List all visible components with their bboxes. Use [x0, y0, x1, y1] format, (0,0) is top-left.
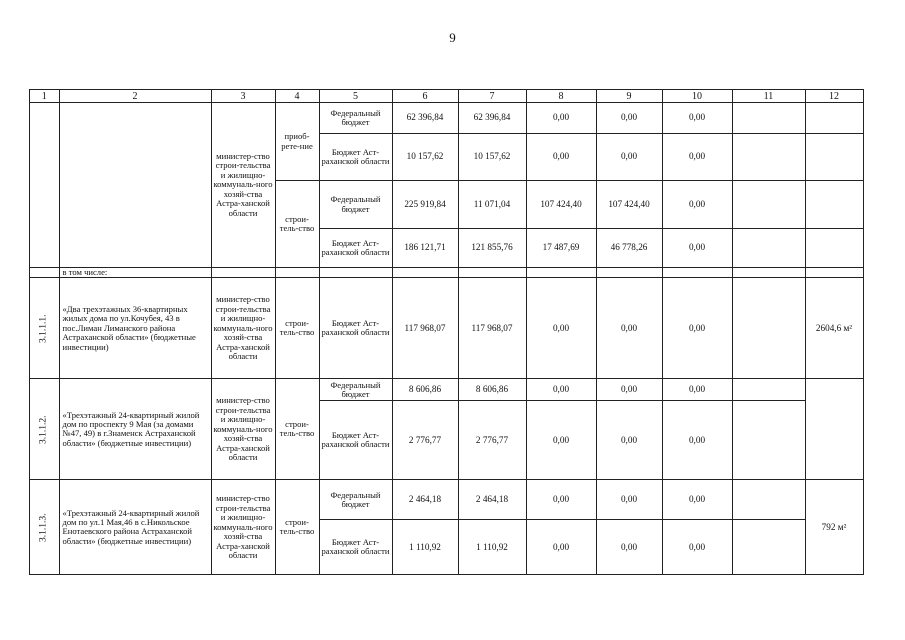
value-cell: 0,00 — [596, 401, 662, 480]
value-cell: 186 121,71 — [392, 229, 458, 268]
value-cell: 121 855,76 — [458, 229, 526, 268]
value-cell: 8 606,86 — [458, 379, 526, 401]
empty-cell — [805, 229, 863, 268]
value-cell: 107 424,40 — [596, 181, 662, 229]
empty-cell — [319, 268, 392, 278]
empty-cell — [805, 268, 863, 278]
empty-cell — [526, 268, 596, 278]
header-cell: 12 — [805, 90, 863, 103]
empty-cell — [30, 268, 60, 278]
table-row — [30, 268, 864, 278]
budget-source: Федеральный бюджет — [319, 181, 392, 229]
org-cell: министер-ство строи-тельства и жилищно-коммуналь-ного хозяй-ства Астра-ханской области — [211, 480, 275, 575]
value-cell: 0,00 — [526, 103, 596, 134]
value-cell: 0,00 — [596, 103, 662, 134]
project-name: «Трехэтажный 24-квартирный жилой дом по ул.1 Мая,46 в с.Никольское Енотаевского района Астраханской области» (бюджетные инвестиции) — [59, 480, 211, 575]
table-row — [30, 103, 864, 134]
empty-cell — [732, 134, 805, 181]
header-cell: 6 — [392, 90, 458, 103]
header-cell: 10 — [662, 90, 732, 103]
project-name: «Трехэтажный 24-квартирный жилой дом по проспекту 9 Мая (за домами №47, 49) в г.Знаменск Астраханской области» (бюджетные инвестиции) — [59, 379, 211, 480]
value-cell: 1 110,92 — [458, 520, 526, 575]
value-cell: 0,00 — [526, 480, 596, 520]
value-cell: 0,00 — [596, 379, 662, 401]
project-code: 3.1.1.1. — [30, 278, 60, 379]
empty-cell — [458, 268, 526, 278]
project-code: 3.1.1.2. — [30, 379, 60, 480]
empty-cell — [732, 181, 805, 229]
project-code: 3.1.1.3. — [30, 480, 60, 575]
empty-cell — [732, 278, 805, 379]
value-cell: 0,00 — [662, 278, 732, 379]
budget-source: Федеральный бюджет — [319, 103, 392, 134]
empty-cell — [392, 268, 458, 278]
budget-source: Бюджет Аст-раханской области — [319, 134, 392, 181]
value-cell: 0,00 — [526, 379, 596, 401]
budget-source: Бюджет Аст-раханской области — [319, 520, 392, 575]
empty-cell — [275, 268, 319, 278]
header-cell: 1 — [30, 90, 60, 103]
value-cell: 0,00 — [662, 520, 732, 575]
header-cell: 4 — [275, 90, 319, 103]
value-cell: 107 424,40 — [526, 181, 596, 229]
header-cell: 9 — [596, 90, 662, 103]
value-cell: 225 919,84 — [392, 181, 458, 229]
value-cell: 0,00 — [596, 278, 662, 379]
stage-cell: строи-тель-ство — [275, 278, 319, 379]
value-cell: 2 464,18 — [458, 480, 526, 520]
stage-cell: строи-тель-ство — [275, 181, 319, 268]
code-cell — [30, 103, 60, 268]
result-cell: 792 м² — [805, 480, 863, 575]
budget-source: Бюджет Аст-раханской области — [319, 229, 392, 268]
empty-cell — [732, 520, 805, 575]
value-cell: 117 968,07 — [392, 278, 458, 379]
value-cell: 2 464,18 — [392, 480, 458, 520]
org-cell: министер-ство строи-тельства и жилищно-коммуналь-ного хозяй-ства Астра-ханской области — [211, 379, 275, 480]
empty-cell — [732, 103, 805, 134]
org-cell: министер-ство строи-тельства и жилищно-коммуналь-ного хозяй-ства Астра-ханской области — [211, 278, 275, 379]
result-cell — [805, 379, 863, 480]
value-cell: 2 776,77 — [458, 401, 526, 480]
org-cell: министер-ство строи-тельства и жилищно-коммуналь-ного хозяй-ства Астра-ханской области — [211, 103, 275, 268]
value-cell: 0,00 — [596, 480, 662, 520]
value-cell: 10 157,62 — [392, 134, 458, 181]
value-cell: 0,00 — [662, 134, 732, 181]
project-name: «Два трехэтажных 36-квартирных жилых дома по ул.Кочубея, 43 в пос.Лиман Лиманского района Астраханской области» (бюджетные инвестиции) — [59, 278, 211, 379]
value-cell: 62 396,84 — [392, 103, 458, 134]
budget-table — [29, 89, 864, 575]
header-cell: 5 — [319, 90, 392, 103]
name-cell — [59, 103, 211, 268]
empty-cell — [211, 268, 275, 278]
value-cell: 0,00 — [662, 401, 732, 480]
in-total-label: в том числе: — [59, 268, 211, 278]
value-cell: 62 396,84 — [458, 103, 526, 134]
value-cell: 0,00 — [526, 520, 596, 575]
value-cell: 46 778,26 — [596, 229, 662, 268]
stage-cell: приоб-рете-ние — [275, 103, 319, 181]
value-cell: 0,00 — [662, 480, 732, 520]
empty-cell — [732, 268, 805, 278]
value-cell: 0,00 — [596, 134, 662, 181]
value-cell: 117 968,07 — [458, 278, 526, 379]
table-row — [30, 278, 864, 379]
empty-cell — [732, 480, 805, 520]
empty-cell — [732, 401, 805, 480]
header-cell: 3 — [211, 90, 275, 103]
table-row — [30, 480, 864, 520]
value-cell: 0,00 — [662, 379, 732, 401]
value-cell: 0,00 — [526, 401, 596, 480]
header-cell: 11 — [732, 90, 805, 103]
empty-cell — [805, 103, 863, 134]
value-cell: 11 071,04 — [458, 181, 526, 229]
empty-cell — [732, 379, 805, 401]
empty-cell — [596, 268, 662, 278]
value-cell: 0,00 — [596, 520, 662, 575]
budget-source: Федеральный бюджет — [319, 379, 392, 401]
header-row — [30, 90, 864, 103]
value-cell: 0,00 — [526, 278, 596, 379]
value-cell: 1 110,92 — [392, 520, 458, 575]
page-number: 9 — [449, 30, 456, 45]
empty-cell — [662, 268, 732, 278]
result-cell: 2604,6 м² — [805, 278, 863, 379]
value-cell: 8 606,86 — [392, 379, 458, 401]
value-cell: 0,00 — [662, 229, 732, 268]
stage-cell: строи-тель-ство — [275, 379, 319, 480]
empty-cell — [805, 181, 863, 229]
value-cell: 17 487,69 — [526, 229, 596, 268]
value-cell: 2 776,77 — [392, 401, 458, 480]
empty-cell — [732, 229, 805, 268]
value-cell: 0,00 — [662, 103, 732, 134]
stage-cell: строи-тель-ство — [275, 480, 319, 575]
budget-source: Федеральный бюджет — [319, 480, 392, 520]
header-cell: 8 — [526, 90, 596, 103]
budget-source: Бюджет Аст-раханской области — [319, 278, 392, 379]
value-cell: 0,00 — [526, 134, 596, 181]
header-cell: 7 — [458, 90, 526, 103]
table-row — [30, 379, 864, 401]
empty-cell — [805, 134, 863, 181]
value-cell: 10 157,62 — [458, 134, 526, 181]
header-cell: 2 — [59, 90, 211, 103]
value-cell: 0,00 — [662, 181, 732, 229]
budget-source: Бюджет Аст-раханской области — [319, 401, 392, 480]
